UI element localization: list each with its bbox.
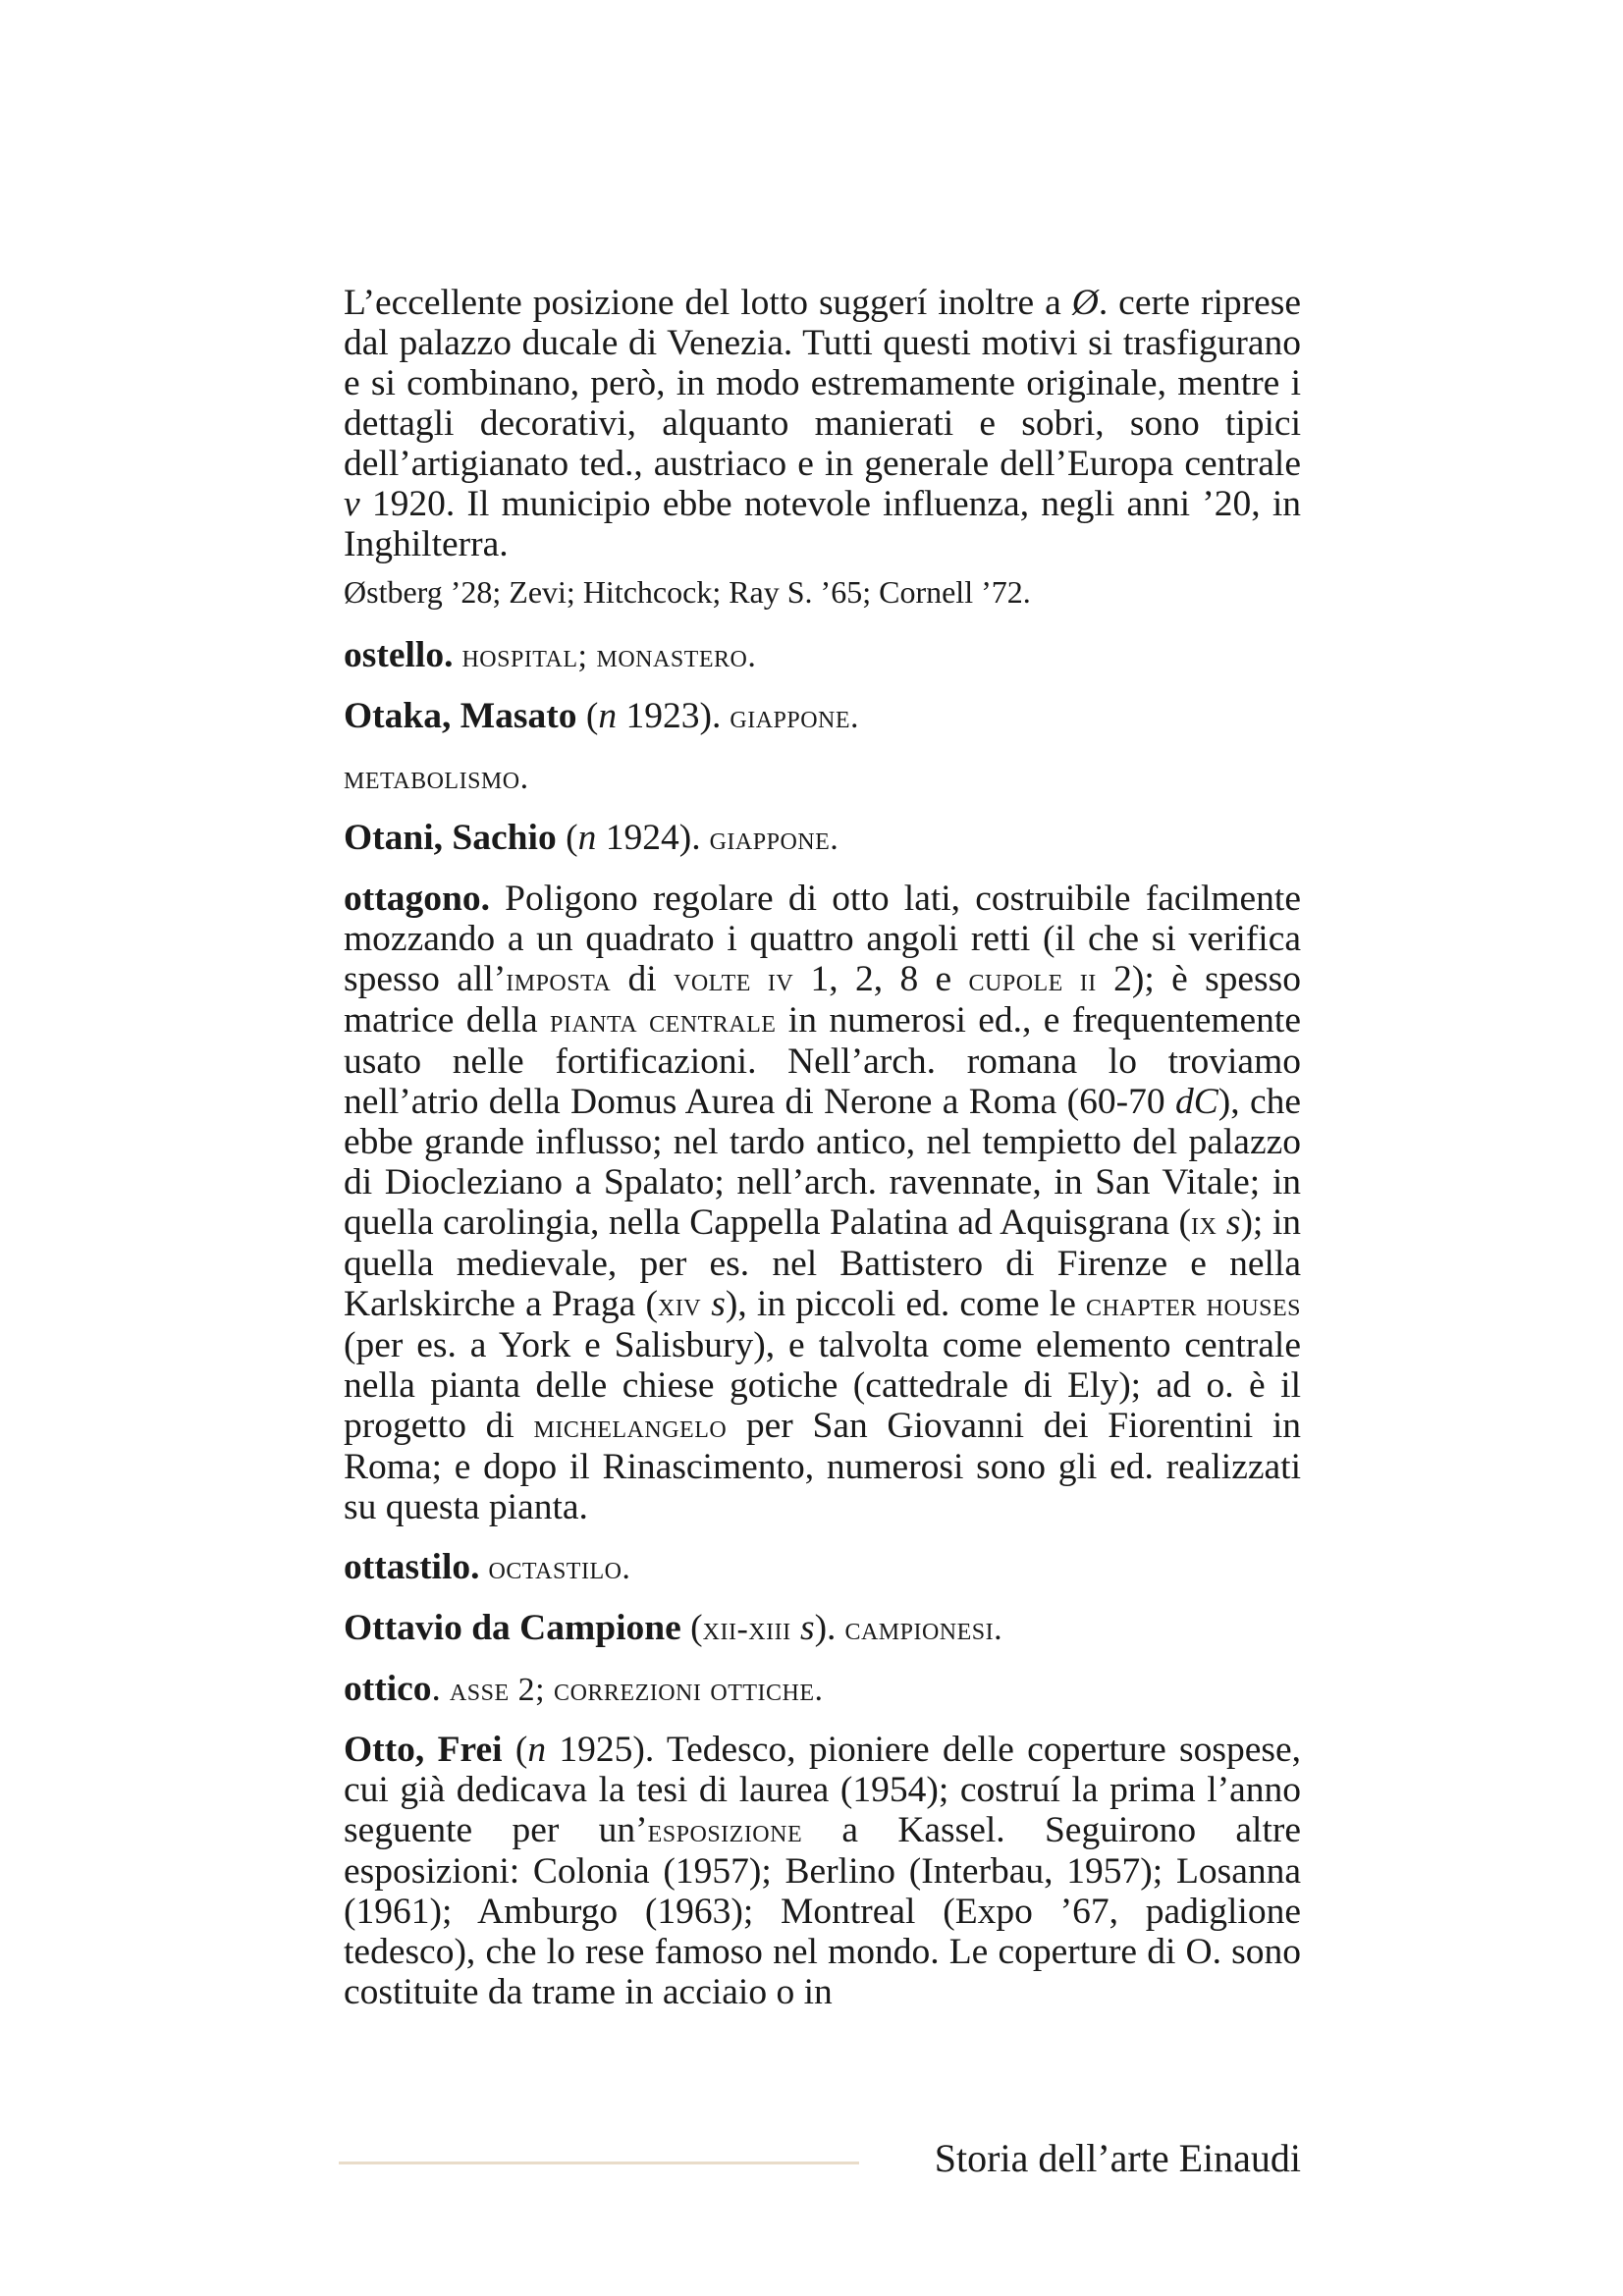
continuation-text: . certe riprese dal palazzo ducale di Venezia. Tutti questi motivi si trasfigurano e si combinano, però, in modo estremamente originale, mentre i dettagli decorativi, alquanto manierati e sobri, sono tipici dell’artigianato ted., austriaco e in generale dell’Europa centrale [344,283,1301,484]
continuation-text: L’eccellente posizione del lotto suggerí inoltre a [344,283,1072,323]
entry-ottico [344,1669,1301,1710]
paren: ( [680,1608,703,1648]
cross-reference: giappone. [721,699,860,735]
headword: Otto, Frei [344,1730,503,1770]
cross-reference: campionesi. [836,1611,1003,1647]
ostberg-continuation [344,283,1301,564]
entry-text: di [611,959,674,999]
footer-rule [339,2162,859,2164]
entry-text: Tedesco, pioniere delle coperture sospese, cui già dedicava la tesi di laurea (1954); costruí la prima l’anno seguente per un’ [344,1730,1301,1850]
entry-text: ), in piccoli ed. come le [725,1284,1087,1324]
entry-text: in numerosi ed., e frequentemente usato nelle fortificazioni. Nell’arch. romana lo troviamo nell’atrio della Domus Aurea di Nerone a Roma (60-70 [344,1000,1301,1122]
headword: ottastilo. [344,1547,480,1587]
entry-otto-frei [344,1730,1301,2012]
circa-abbrev: v [344,484,360,524]
entry-text: Poligono regolare di otto lati, costruibile facilmente mozzando a un quadrato i quattro angoli retti (il che si verifica spesso all’ [344,879,1301,999]
entry-otaka [344,696,1301,737]
born-abbrev: n [527,1730,547,1770]
entry-text: ); in quella medievale, per es. nel Battistero di Firenze e nella Karlskirche a Praga ( [344,1202,1302,1324]
era-abbrev: dC [1174,1082,1218,1122]
century-abbrev: s [790,1608,815,1648]
paren: ( [502,1730,528,1770]
punctuation: . [431,1669,441,1709]
cross-reference: michelangelo [533,1409,728,1445]
ostberg-initial: Ø [1071,283,1099,323]
born-abbrev: n [598,696,618,736]
dictionary-page [344,283,1301,2012]
page-footer [339,2136,1301,2185]
century-numeral: xii-xiii [702,1611,791,1647]
entry-text: (per es. a York e Salisbury), e talvolta come elemento centrale nella pianta delle chiese gotiche (cattedrale di Ely); ad o. è il progetto di [344,1325,1301,1446]
paren: ). [814,1608,837,1648]
century-abbrev: s [1217,1202,1241,1243]
years: 1925). [546,1730,655,1770]
entry-ottavio-da-campione [344,1608,1301,1649]
entry-text: 1, 2, 8 e [793,959,969,999]
cross-reference: imposta [506,962,612,998]
cross-reference: asse 2; correzioni ottiche. [440,1672,824,1708]
entry-ostello [344,635,1301,676]
entry-ottastilo [344,1547,1301,1588]
cross-reference: giappone. [700,821,839,857]
bibliography: Østberg ’28; Zevi; Hitchcock; Ray S. ’65; Cornell ’72. [344,574,1031,610]
headword: Otani, Sachio [344,818,557,858]
headword: Otaka, Masato [344,696,577,736]
years: 1923). [617,696,722,736]
century-numeral: ix [1191,1205,1217,1242]
paren: ( [576,696,599,736]
entry-ottagono [344,879,1301,1527]
entry-otaka-tail [344,757,1301,798]
headword: ottico [344,1669,432,1709]
cross-reference: volte iv [674,962,794,998]
cross-reference: octastilo. [479,1550,631,1586]
century-abbrev: s [701,1284,726,1324]
entry-text: a Kassel. Seguirono altre esposizioni: Colonia (1957); Berlino (Interbau, 1957); Losanna (1961); Amburgo (1963); Montreal (Expo ’67, padiglione tedesco), che lo rese famoso nel mondo. Le coperture di O. sono costituite da trame in acciaio o in [344,1810,1301,2012]
entry-text: ), che ebbe grande influsso; nel tardo antico, nel tempietto del palazzo di Diocleziano a Spalato; nell’arch. ravennate, in San Vitale; in quella carolingia, nella Cappella Palatina ad Aquisgrana ( [344,1082,1301,1243]
headword: Ottavio da Campione [344,1608,681,1648]
century-numeral: xiv [657,1287,702,1323]
headword: ottagono. [344,879,490,919]
cross-reference: cupole ii [968,962,1097,998]
entry-text: 2); è spesso matrice della [344,959,1301,1041]
entry-text: per San Giovanni dei Fiorentini in Roma; e dopo il Rinascimento, numerosi sono gli ed. realizzati su questa pianta. [344,1406,1301,1527]
cross-reference: metabolismo. [344,760,529,796]
entry-otani [344,818,1301,859]
born-abbrev: n [577,818,597,858]
paren: ( [556,818,578,858]
cross-reference: pianta centrale [550,1003,777,1040]
continuation-text: 1920. Il municipio ebbe notevole influenza, negli anni ’20, in Inghilterra. [344,484,1301,564]
headword: ostello. [344,635,454,675]
cross-reference: esposizione [647,1813,803,1849]
cross-reference: hospital; monastero. [453,638,757,674]
years: 1924). [596,818,701,858]
cross-reference: chapter houses [1086,1287,1302,1323]
footer-title: Storia dell’arte Einaudi [934,2136,1301,2180]
